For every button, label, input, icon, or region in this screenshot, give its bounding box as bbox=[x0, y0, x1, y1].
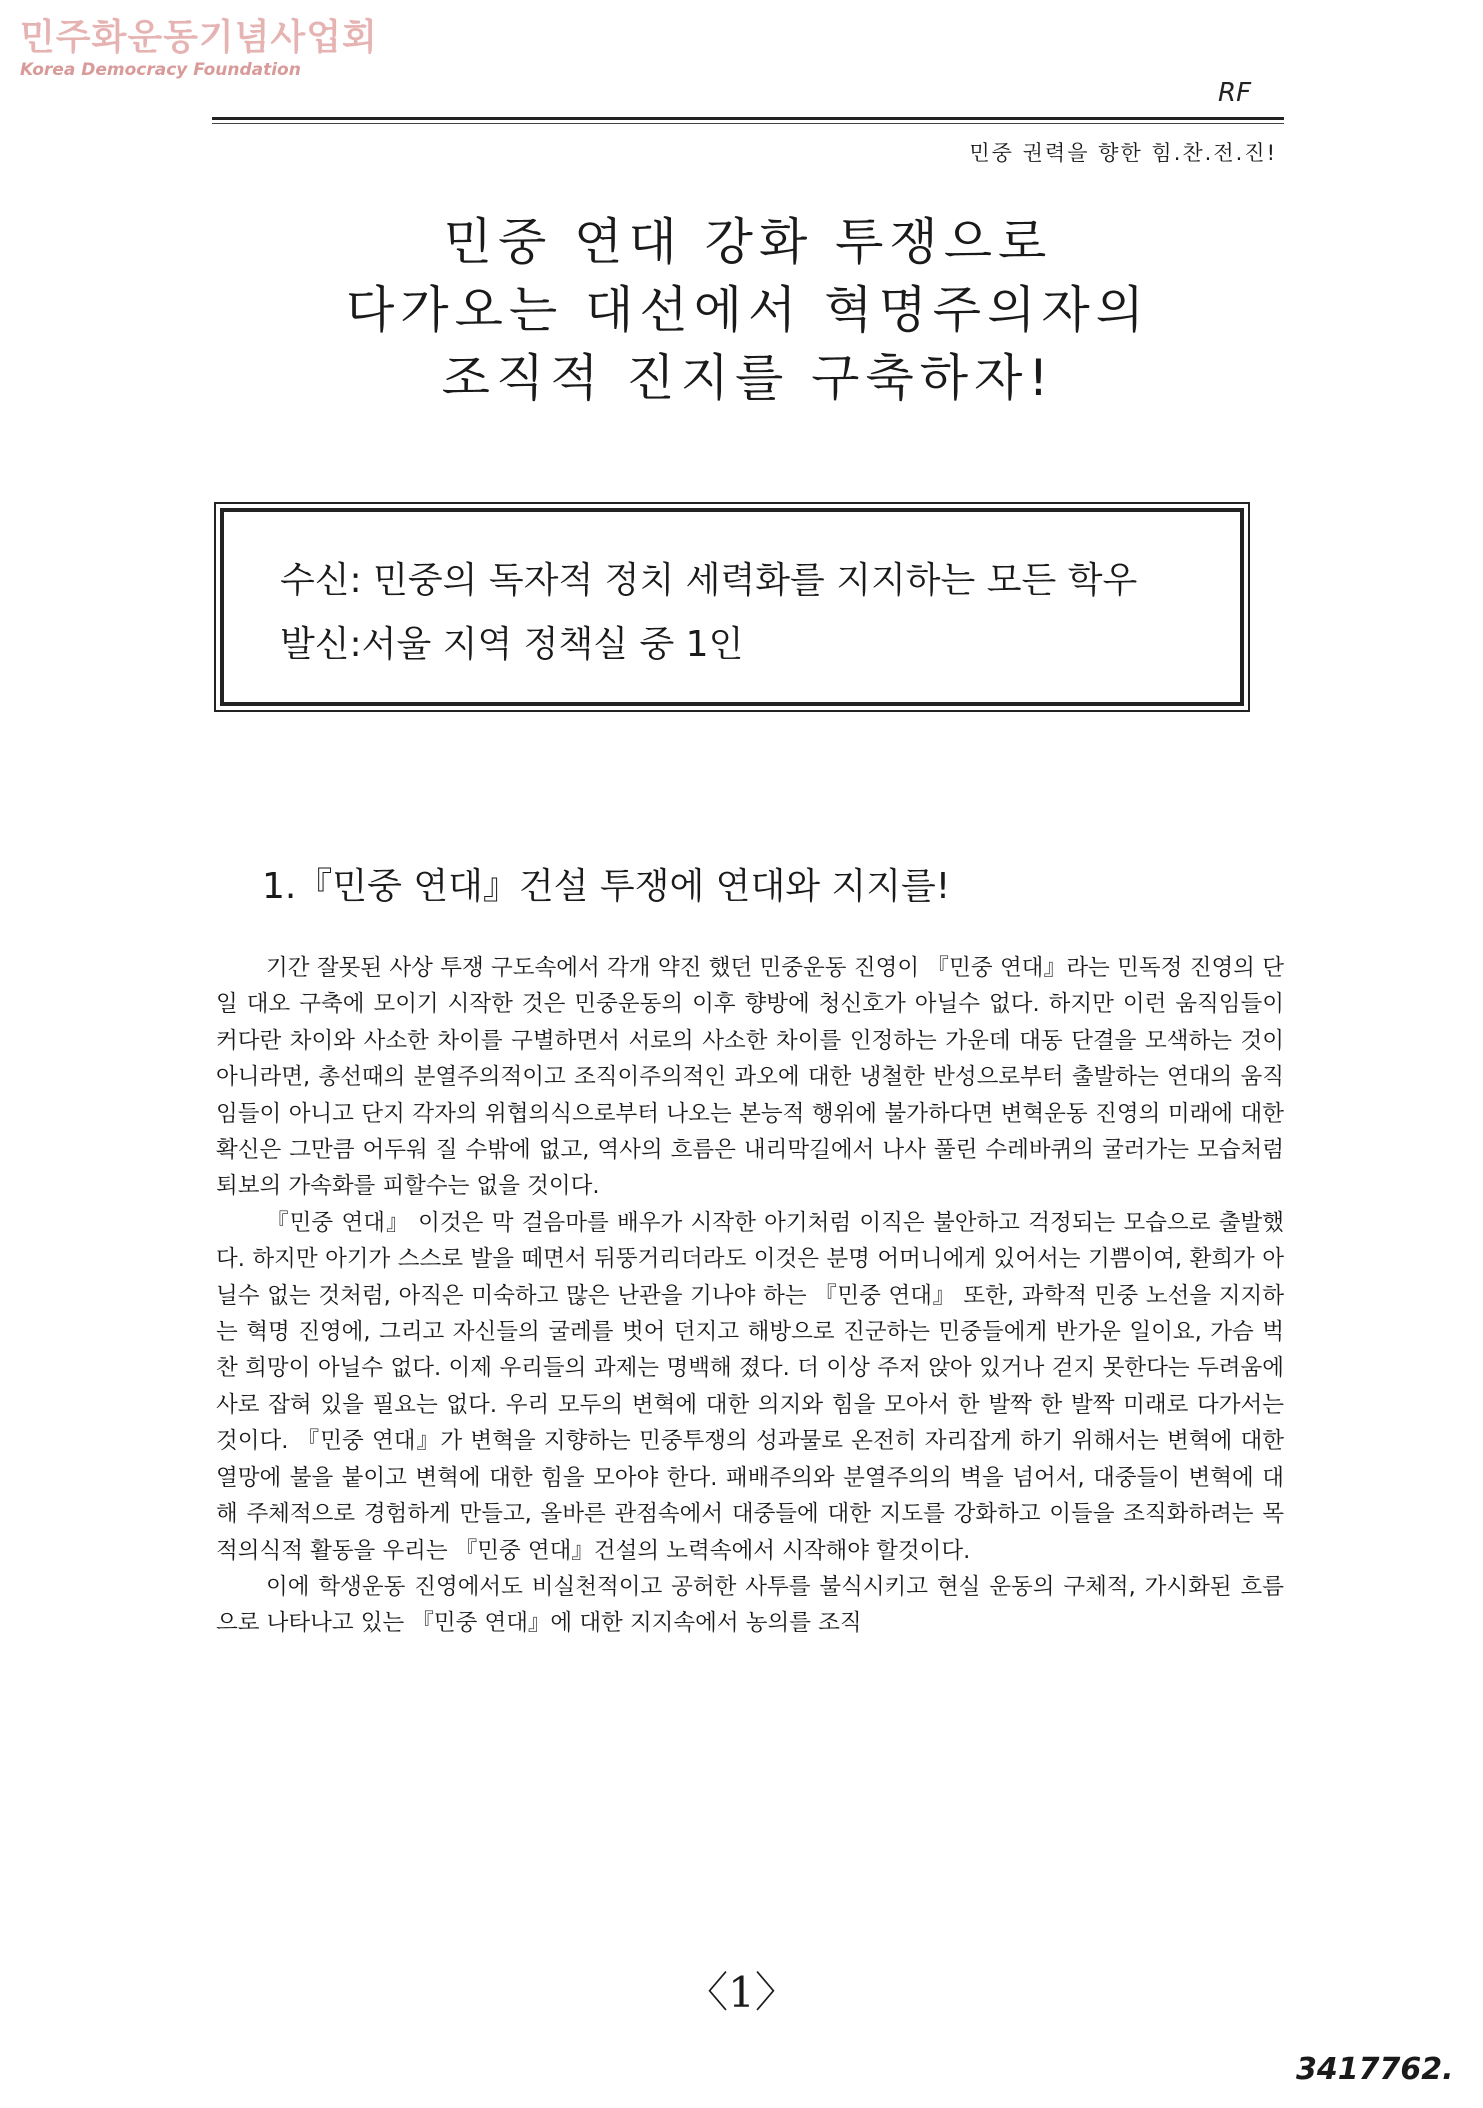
sender-line: 발신:서울 지역 정책실 중 1인 bbox=[280, 624, 744, 665]
watermark-logo bbox=[20, 18, 378, 80]
page-number: 〈1〉 bbox=[686, 1968, 797, 2017]
paragraph-2: 『민중 연대』 이것은 막 걸음마를 배우가 시작한 아기처럼 이직은 불안하고 걱정되는 모습으로 출발했다. 하지만 아기가 스스로 발을 떼면서 뒤뚱거리더라도 이것은 분명 어머니에게 있어서는 기쁨이여, 환희가 아닐수 없는 것처럼, 아직은 미숙하고 많은 난관을 기나야 하는 『민중 연대』 또한, 과학적 민중 노선을 지지하는 혁명 진영에, 그리고 자신들의 굴레를 벗어 던지고 해방으로 진군하는 민중들에게 반가운 일이요, 가슴 벅찬 희망이 아닐수 없다. 이제 우리들의 과제는 명백해 졌다. 더 이상 주저 앉아 있거나 걷지 못한다는 두려움에 사로 잡혀 있을 필요는 없다. 우리 모두의 변혁에 대한 의지와 힘을 모아서 한 발짝 한 발짝 미래로 다가서는 것이다. 『민중 연대』가 변혁을 지향하는 민중투쟁의 성과물로 온전히 자리잡게 하기 위해서는 변혁에 대한 열망에 불을 붙이고 변혁에 대한 힘을 모아야 한다. 패배주의와 분열주의의 벽을 넘어서, 대중들이 변혁에 대해 주체적으로 경험하게 만들고, 올바른 관점속에서 대중들에 대한 지도를 강화하고 이들을 조직화하려는 목적의식적 활동을 우리는 『민중 연대』건설의 노력속에서 시작해야 할것이다. bbox=[216, 1209, 1284, 1564]
handwritten-mark-top: RF bbox=[1218, 78, 1252, 108]
title-line-2: 다가오는 대선에서 혁명주의자의 bbox=[346, 281, 1150, 339]
document-title bbox=[212, 208, 1284, 412]
section-heading: 1.『민중 연대』건설 투쟁에 연대와 지지를! bbox=[262, 866, 951, 907]
header-rule-thin bbox=[212, 123, 1284, 124]
handwritten-id: 3417762. bbox=[1296, 2052, 1454, 2087]
body-text bbox=[216, 950, 1284, 1642]
paragraph-1: 기간 잘못된 사상 투쟁 구도속에서 각개 약진 했던 민중운동 진영이 『민중 연대』라는 민독정 진영의 단일 대오 구축에 모이기 시작한 것은 민중운동의 이후 향방에 청신호가 아닐수 없다. 하지만 이런 움직임들이 커다란 차이와 사소한 차이를 구별하면서 서로의 사소한 차이를 인정하는 가운데 대동 단결을 모색하는 것이 아니라면, 총선때의 분열주의적이고 조직이주의적인 과오에 대한 냉철한 반성으로부터 출발하는 연대의 움직임들이 아니고 단지 각자의 위협의식으로부터 나오는 본능적 행위에 불가하다면 변혁운동 진영의 미래에 대한 확신은 그만큼 어두워 질 수밖에 없고, 역사의 흐름은 내리막길에서 나사 풀린 수레바퀴의 굴러가는 모습처럼 퇴보의 가속화를 피할수는 없을 것이다. bbox=[216, 955, 1284, 1200]
paragraph-3: 이에 학생운동 진영에서도 비실천적이고 공허한 사투를 불식시키고 현실 운동의 구체적, 가시화된 흐름으로 나타나고 있는 『민중 연대』에 대한 지지속에서 농의를 조직 bbox=[216, 1573, 1284, 1637]
watermark-english: Korea Democracy Foundation bbox=[20, 60, 301, 80]
watermark-korean: 민주화운동기념사업회 bbox=[20, 17, 378, 58]
title-line-3: 조직적 진지를 구축하자! bbox=[441, 349, 1055, 407]
header-rule bbox=[212, 117, 1284, 120]
address-box bbox=[220, 508, 1244, 706]
recipient-line: 수신: 민중의 독자적 정치 세력화를 지지하는 모든 학우 bbox=[280, 560, 1138, 601]
title-line-1: 민중 연대 강화 투쟁으로 bbox=[443, 213, 1053, 271]
header-slogan: 민중 권력을 향한 힘.찬.전.진! bbox=[969, 141, 1277, 165]
